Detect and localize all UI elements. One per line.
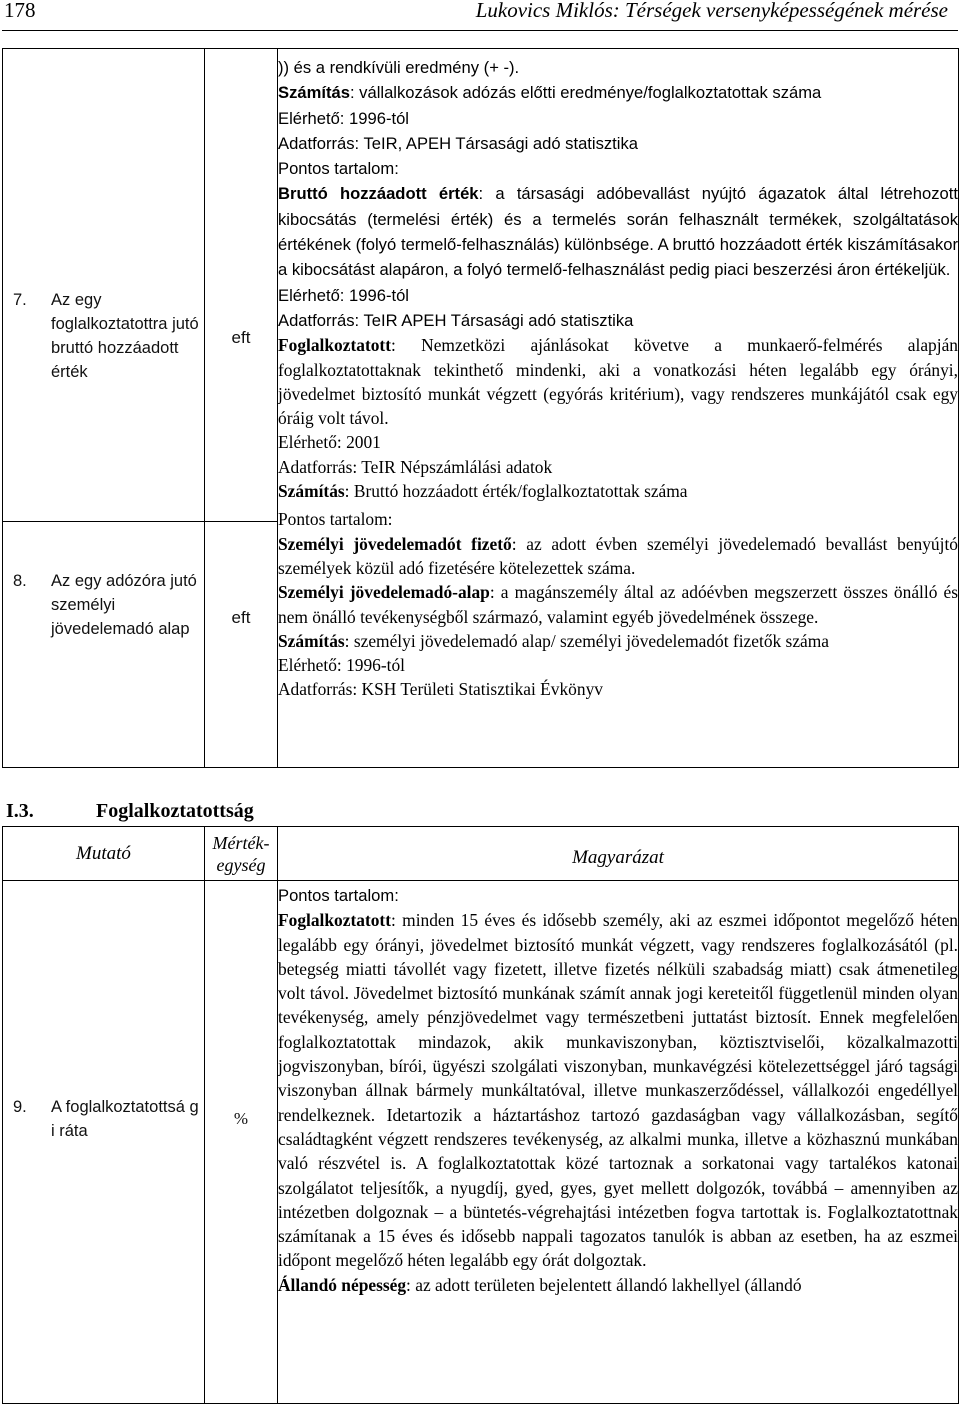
desc-taxpayer-label: Személyi jövedelemadót fizető	[278, 533, 512, 554]
indicator-table-2	[2, 826, 959, 1404]
unit-cell-8	[205, 522, 278, 768]
unit-7: eft	[231, 328, 251, 347]
desc-taxbase-text: : a magánszemély által az adóévben megszerzett összes önálló és nem önálló tevékenységből származó, valamint egyéb jövedelmének összege.	[278, 582, 958, 627]
desc9-content-heading: Pontos tartalom:	[278, 886, 399, 905]
desc-content-heading: Pontos tartalom:	[278, 159, 399, 179]
unit-cell-7	[205, 49, 278, 522]
running-title: Lukovics Miklós: Térségek versenyképességének mérése	[475, 0, 948, 22]
desc-source-3: Adatforrás: KSH Területi Statisztikai Évkönyv	[278, 679, 603, 700]
desc-taxpayer-text: : az adott évben személyi jövedelemadó bevallást benyújtó személyek közül adó fizetésére kötelezettek száma.	[278, 533, 958, 578]
desc-available-1: Elérhető: 1996-tól	[278, 285, 409, 305]
desc-calc-text: : vállalkozások adózás előtti eredménye/foglalkoztatottak száma	[349, 83, 822, 103]
header-rule	[2, 30, 958, 31]
explanation-cell-7-8	[278, 49, 959, 768]
desc-available-2: Elérhető: 2001	[278, 432, 381, 453]
page-header	[0, 0, 960, 28]
explanation-cell-9	[278, 881, 959, 1404]
col-header-unit-text: Mérték-egység	[212, 832, 270, 875]
desc-calc2-label: Számítás	[278, 481, 345, 502]
indicator-name-cell-7	[3, 49, 205, 522]
indicator-name-cell-8	[3, 522, 205, 768]
desc-content-heading-2: Pontos tartalom:	[278, 509, 393, 530]
unit-9: %	[233, 1109, 249, 1128]
desc-employed-text: : Nemzetközi ajánlásokat követve a munkaerő-felmérés alapján foglalkoztatottaknak tekinthető mindenki, aki a vonatkozási héten legalább egy órányi, jövedelmet biztosító munkát végzett (egyórás kritérium), vagy rendszeres munkájától csak egy óráig volt távol.	[278, 335, 958, 429]
section-number: I.3.	[6, 800, 34, 822]
desc-employed-label: Foglalkoztatott	[278, 335, 392, 356]
desc-gva-text: : a társasági adóbevallást nyújtó ágazatok által létrehozott kibocsátás (termelési érték) és a termelés során felhasznált termékek, szolgáltatások értékének (folyó termelő-felhasználás) különbsége. A bruttó hozzáadott érték kiszámításakor a kibocsátást alapáron, a folyó termelő-felhasználást pedig piaci beszerzési áron értékeljük.	[278, 184, 958, 280]
desc-available-3: Elérhető: 1996-tól	[278, 655, 406, 676]
section-title: Foglalkoztatottság	[96, 800, 254, 822]
desc-taxbase-label: Személyi jövedelemadó-alap	[278, 582, 490, 603]
indicator-number-8: 8.	[13, 572, 27, 590]
desc9-resident-label: Állandó népesség	[278, 1274, 407, 1295]
unit-8: eft	[231, 608, 251, 627]
desc-source-2: Adatforrás: TeIR Népszámlálási adatok	[278, 456, 553, 477]
page-number: 178	[4, 0, 36, 22]
indicator-name-cell-9	[3, 881, 205, 1404]
desc9-employed-label: Foglalkoztatott	[278, 910, 392, 931]
desc-source-0: Adatforrás: TeIR, APEH Társasági adó statisztika	[278, 133, 639, 153]
desc-available-0: Elérhető: 1996-tól	[278, 108, 409, 128]
indicator-name-7: Az egy foglalkoztatottra jutó bruttó hozzáadott érték	[51, 291, 199, 381]
desc-calc2-text: : Bruttó hozzáadott érték/foglalkoztatottak száma	[344, 481, 688, 502]
indicator-name-8: Az egy adózóra jutó személyi jövedelemadó alap	[51, 572, 197, 638]
desc-calc3-text: : személyi jövedelemadó alap/ személyi jövedelemadót fizetők száma	[344, 630, 830, 651]
indicator-table-1	[2, 48, 959, 768]
indicator-name-9: A foglalkoztatottsá gi ráta	[51, 1098, 199, 1140]
indicator-number-7: 7.	[13, 291, 27, 309]
desc-gva-label: Bruttó hozzáadott érték	[278, 184, 479, 204]
desc-line-1: )) és a rendkívüli eredmény (+ -).	[278, 58, 520, 77]
section-heading	[6, 800, 254, 823]
desc9-resident-text: : az adott területen bejelentett állandó lakhellyel (állandó	[406, 1274, 802, 1295]
indicator-number-9: 9.	[13, 1098, 27, 1116]
col-header-explanation: Magyarázat	[278, 827, 959, 881]
unit-cell-9	[205, 881, 278, 1404]
desc-calc3-label: Számítás	[278, 630, 345, 651]
desc-calc-label: Számítás	[278, 83, 350, 103]
desc9-employed-text: : minden 15 éves és idősebb személy, aki az eszmei időpontot megelőző héten legalább egy órányi, jövedelmet biztosító munkát végzett, vagy rendszeres foglalkozásától (pl. betegség miatti távollét vagy fizetett, illetve fizetés nélküli szabadság miatt) csak átmenetileg volt távol. Jövedelmet biztosító munkának számít annak jogi kereteitől függetlenül minden olyan tevékenység, amely pénzjövedelmet vagy természetbeni juttatást biztosít. Ennek megfelelően foglalkoztatottak mindazok, akik munkaviszonyban, köztisztviselői, közalkalmazotti jogviszonyban, bírói, ügyészi szolgálati viszonyban, munkavégzési kötelezettséggel járó tagsági viszonyban állnak bármely munkáltatóval, illetve munkaszerződéssel, vállalkozói engedéllyel rendelkeznek. Idetartozik a háztartáshoz tartozó gazdaságban vagy vállalkozásban, segítő családtagként végzett rendszeres tevékenység, az alkalmi munka, illetve a közhasznú munkában való részvétel is. A foglalkoztatottak közé tartoznak a sorkatonai vagy tartalékos katonai szolgálatot teljesítők, a nyugdíj, gyed, gyes, gyet mellett dolgozók, továbbá – amennyiben az intézetben dolgoznak – a büntetés-végrehajtási intézetben fogva tartottak is. Foglalkoztatottnak számítanak a 15 éves és idősebb nappali tagozatos tanulók is abban az esetben, ha az eszmei időpont megelőző héten legalább egy órát dolgoztak.	[278, 910, 958, 1271]
col-header-indicator: Mutató	[3, 827, 205, 881]
col-header-unit	[205, 827, 278, 881]
desc-source-1: Adatforrás: TeIR APEH Társasági adó statisztika	[278, 310, 634, 330]
